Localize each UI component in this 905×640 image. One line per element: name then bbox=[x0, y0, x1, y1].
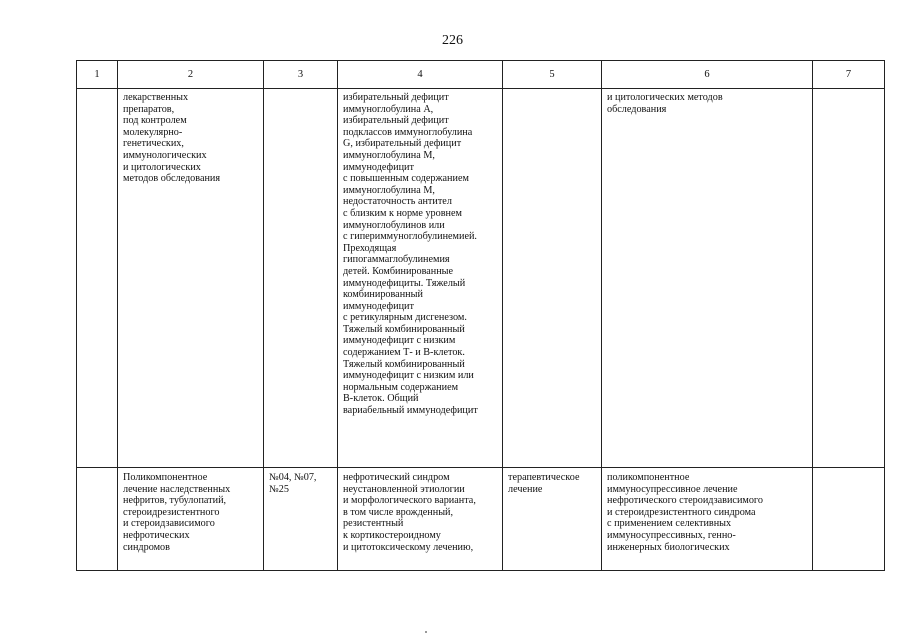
scan-speck bbox=[425, 631, 427, 633]
cell-cost bbox=[813, 468, 885, 571]
page-number: 226 bbox=[442, 33, 463, 48]
document-table bbox=[76, 60, 885, 571]
column-header-1: 1 bbox=[77, 61, 118, 89]
cell-method: поликомпонентное иммуносупрессивное лечение нефротического стероидзависимого и стероидрезистентного синдрома с применением селективных иммуносупрессивных, генно- инженерных биологических bbox=[602, 468, 813, 571]
cell-diagnosis: нефротический синдром неустановленной этиологии и морфологического варианта, в том числе врожденный, резистентный к кортикостероидному и цитотоксическому лечению, bbox=[338, 468, 503, 571]
cell-cost bbox=[813, 89, 885, 468]
column-header-6: 6 bbox=[602, 61, 813, 89]
cell-codes bbox=[264, 89, 338, 468]
table-row bbox=[77, 468, 885, 571]
cell-diagnosis: избирательный дефицит иммуноглобулина А, избирательный дефицит подклассов иммуноглобулина G, избирательный дефицит иммуноглобулина М, иммунодефицит с повышенным содержанием иммуноглобулина М, недостаточность антител с близким к норме уровнем иммуноглобулинов или с гипериммуноглобулинемией. Преходящая гипогаммаглобулинемия детей. Комбинированные иммунодефициты. Тяжелый комбинированный иммунодефицит с ретикулярным дисгенезом. Тяжелый комбинированный иммунодефицит с низким содержанием Т- и В-клеток. Тяжелый комбинированный иммунодефицит с низким или нормальным содержанием В-клеток. Общий вариабельный иммунодефицит bbox=[338, 89, 503, 468]
cell-treatment-name: Поликомпонентное лечение наследственных нефритов, тубулопатий, стероидрезистентного и стероидзависимого нефротических синдромов bbox=[118, 468, 264, 571]
column-header-2: 2 bbox=[118, 61, 264, 89]
column-header-3: 3 bbox=[264, 61, 338, 89]
cell-codes: №04, №07, №25 bbox=[264, 468, 338, 571]
cell-treatment-type bbox=[503, 89, 602, 468]
column-header-7: 7 bbox=[813, 61, 885, 89]
table-header-row bbox=[77, 61, 885, 89]
column-header-4: 4 bbox=[338, 61, 503, 89]
cell-treatment-type: терапевтическое лечение bbox=[503, 468, 602, 571]
table-row bbox=[77, 89, 885, 468]
cell-number bbox=[77, 89, 118, 468]
cell-method: и цитологических методов обследования bbox=[602, 89, 813, 468]
column-header-5: 5 bbox=[503, 61, 602, 89]
cell-treatment-name: лекарственных препаратов, под контролем молекулярно- генетических, иммунологических и цитологических методов обследования bbox=[118, 89, 264, 468]
cell-number bbox=[77, 468, 118, 571]
